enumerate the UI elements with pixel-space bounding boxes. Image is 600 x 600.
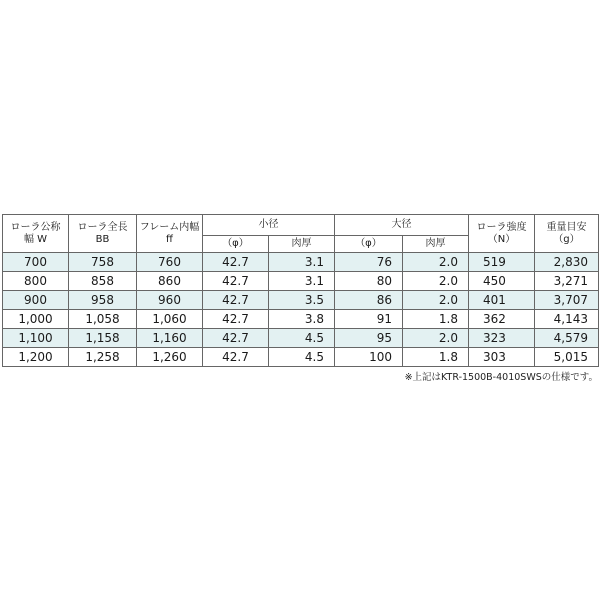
roller-spec-table: [2, 214, 599, 367]
cell-small-thickness: 3.5: [269, 291, 335, 310]
cell-small-thickness: 3.1: [269, 272, 335, 291]
header-small-diameter: 小径: [203, 215, 335, 236]
header-large-diameter: 大径: [335, 215, 469, 236]
cell-width: 1,100: [3, 329, 69, 348]
cell-weight: 3,707: [535, 291, 599, 310]
cell-strength: 362: [469, 310, 535, 329]
cell-large-phi: 80: [335, 272, 403, 291]
cell-large-thickness: 1.8: [403, 348, 469, 367]
cell-large-phi: 76: [335, 253, 403, 272]
cell-length: 1,158: [69, 329, 137, 348]
table-row: [3, 348, 599, 367]
cell-small-thickness: 4.5: [269, 329, 335, 348]
table-body: [3, 253, 599, 367]
cell-large-thickness: 1.8: [403, 310, 469, 329]
cell-frame: 960: [137, 291, 203, 310]
cell-large-phi: 95: [335, 329, 403, 348]
table-row: [3, 253, 599, 272]
header-frame-width: [137, 215, 203, 253]
cell-frame: 1,260: [137, 348, 203, 367]
cell-small-phi: 42.7: [203, 272, 269, 291]
header-small-phi: （φ）: [203, 236, 269, 253]
cell-small-thickness: 3.8: [269, 310, 335, 329]
spec-footnote: ※上記はKTR-1500B-4010SWSの仕様です。: [404, 372, 598, 383]
header-small-thickness: 肉厚: [269, 236, 335, 253]
cell-length: 1,258: [69, 348, 137, 367]
cell-length: 958: [69, 291, 137, 310]
header-weight-line1: 重量目安: [546, 221, 587, 233]
header-frame-width-line2: ff: [166, 233, 173, 245]
cell-small-thickness: 3.1: [269, 253, 335, 272]
cell-weight: 4,143: [535, 310, 599, 329]
header-roller-strength-line1: ローラ強度: [476, 221, 527, 233]
cell-width: 1,000: [3, 310, 69, 329]
cell-small-phi: 42.7: [203, 329, 269, 348]
header-roller-strength-line2: （N）: [487, 233, 516, 245]
table-header: [3, 215, 599, 253]
cell-length: 858: [69, 272, 137, 291]
cell-weight: 2,830: [535, 253, 599, 272]
cell-large-phi: 86: [335, 291, 403, 310]
header-roller-width-line2: 幅 W: [23, 233, 48, 245]
cell-small-phi: 42.7: [203, 348, 269, 367]
header-roller-strength: [469, 215, 535, 253]
cell-width: 800: [3, 272, 69, 291]
cell-large-phi: 100: [335, 348, 403, 367]
cell-small-phi: 42.7: [203, 310, 269, 329]
cell-frame: 1,060: [137, 310, 203, 329]
cell-small-phi: 42.7: [203, 291, 269, 310]
cell-small-thickness: 4.5: [269, 348, 335, 367]
cell-width: 700: [3, 253, 69, 272]
table-row: [3, 272, 599, 291]
cell-large-thickness: 2.0: [403, 329, 469, 348]
cell-length: 1,058: [69, 310, 137, 329]
cell-length: 758: [69, 253, 137, 272]
table-row: [3, 291, 599, 310]
cell-large-thickness: 2.0: [403, 272, 469, 291]
cell-weight: 3,271: [535, 272, 599, 291]
cell-small-phi: 42.7: [203, 253, 269, 272]
cell-weight: 4,579: [535, 329, 599, 348]
header-large-thickness: 肉厚: [403, 236, 469, 253]
table-row: [3, 329, 599, 348]
header-roller-width-line1: ローラ公称: [10, 221, 61, 233]
cell-frame: 760: [137, 253, 203, 272]
cell-frame: 860: [137, 272, 203, 291]
cell-frame: 1,160: [137, 329, 203, 348]
cell-strength: 519: [469, 253, 535, 272]
cell-width: 900: [3, 291, 69, 310]
cell-strength: 323: [469, 329, 535, 348]
cell-large-phi: 91: [335, 310, 403, 329]
header-roller-length-line2: BB: [95, 233, 110, 245]
cell-width: 1,200: [3, 348, 69, 367]
header-frame-width-line1: フレーム内幅: [139, 221, 200, 233]
cell-large-thickness: 2.0: [403, 291, 469, 310]
header-roller-length: [69, 215, 137, 253]
header-large-phi: （φ）: [335, 236, 403, 253]
cell-strength: 401: [469, 291, 535, 310]
cell-weight: 5,015: [535, 348, 599, 367]
cell-strength: 303: [469, 348, 535, 367]
header-roller-length-line1: ローラ全長: [77, 221, 128, 233]
table-row: [3, 310, 599, 329]
cell-large-thickness: 2.0: [403, 253, 469, 272]
header-roller-width: [3, 215, 69, 253]
header-weight-line2: （g）: [553, 233, 580, 245]
header-weight: [535, 215, 599, 253]
cell-strength: 450: [469, 272, 535, 291]
